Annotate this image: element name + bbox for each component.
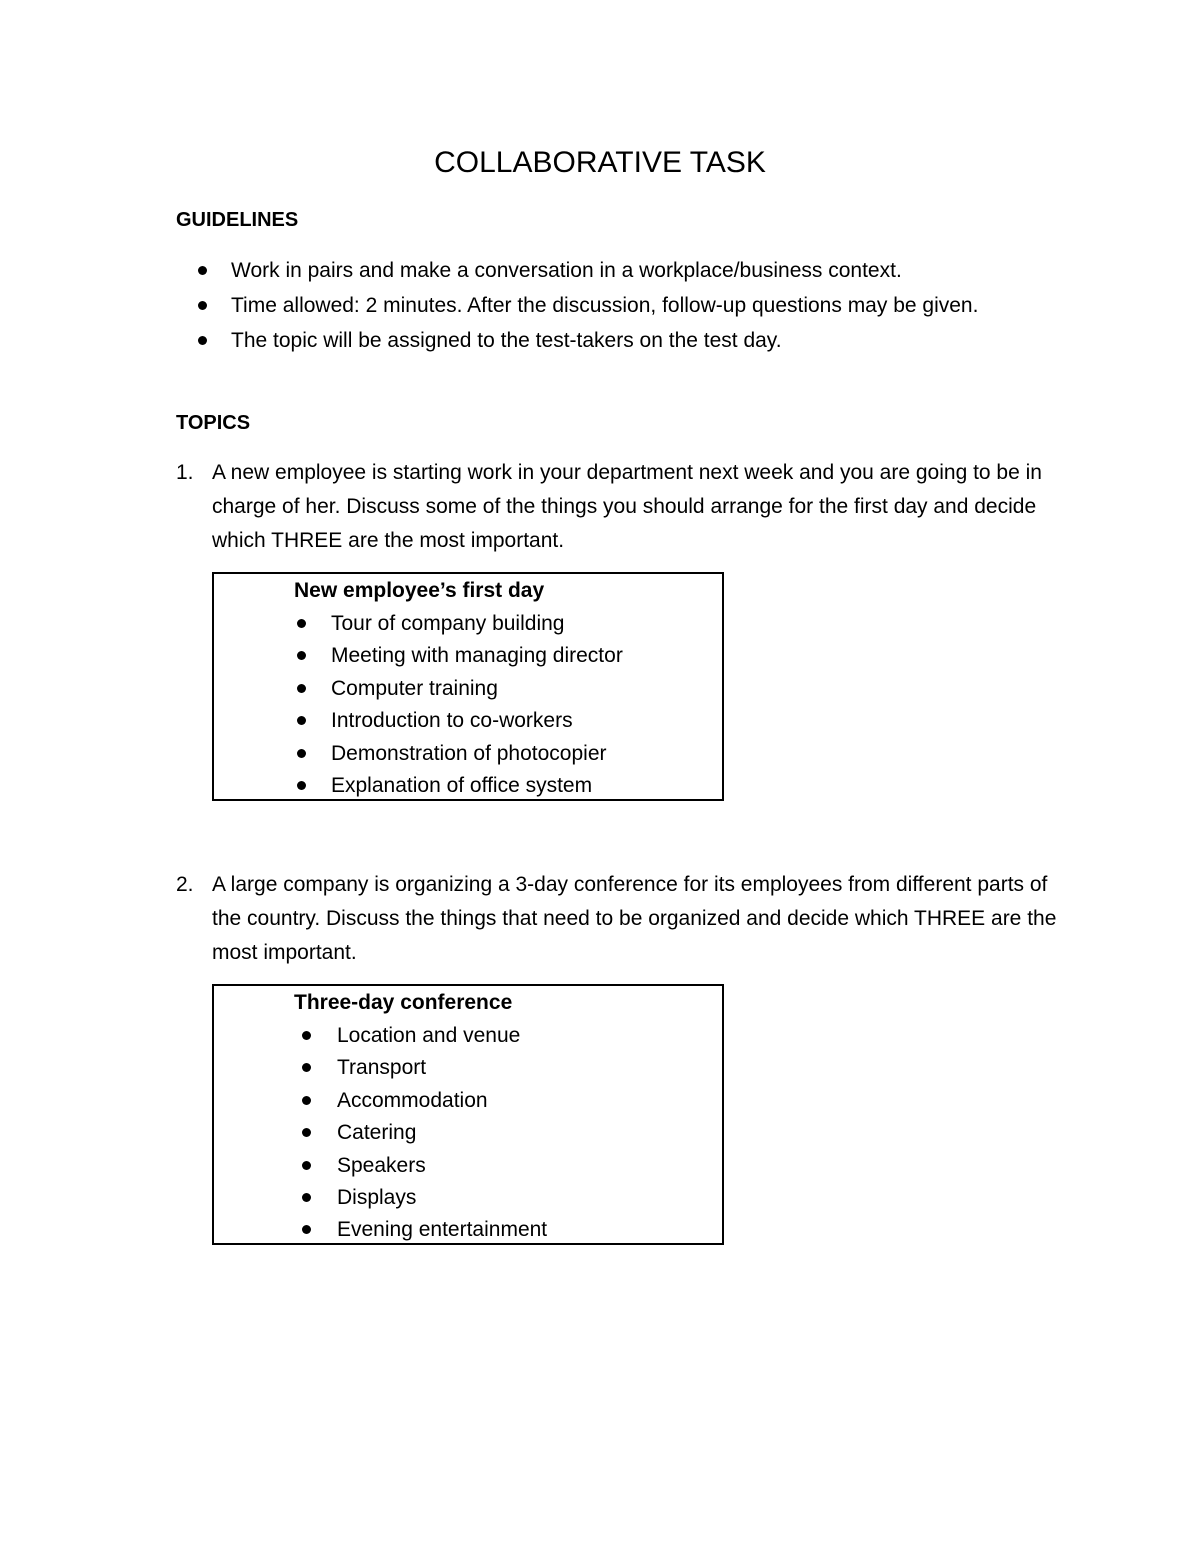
topics-heading: TOPICS xyxy=(176,412,251,434)
bullet-icon xyxy=(297,651,306,660)
box-item-text: Explanation of office system xyxy=(331,774,593,798)
bullet-icon xyxy=(198,266,207,275)
bullet-icon xyxy=(302,1225,311,1234)
topic-box xyxy=(212,984,724,1245)
box-item-text: Location and venue xyxy=(337,1024,521,1047)
box-list-item xyxy=(294,705,623,737)
bullet-icon xyxy=(302,1031,311,1040)
box-list-item xyxy=(294,1085,547,1117)
guideline-item xyxy=(176,323,978,358)
box-item-text: Computer training xyxy=(331,676,498,700)
box-item-text: Speakers xyxy=(337,1153,426,1177)
box-list-item xyxy=(294,1052,547,1084)
bullet-icon xyxy=(302,1193,311,1202)
topic-number: 1. xyxy=(176,461,194,484)
guidelines-heading: GUIDELINES xyxy=(176,209,299,231)
guideline-item xyxy=(176,253,978,288)
box-title: New employee’s first day xyxy=(294,579,545,602)
bullet-icon xyxy=(302,1161,311,1170)
box-list xyxy=(294,1020,547,1247)
bullet-icon xyxy=(297,716,306,725)
bullet-icon xyxy=(302,1063,311,1072)
box-title: Three-day conference xyxy=(294,991,513,1014)
box-list-item xyxy=(294,673,623,705)
box-list xyxy=(294,608,623,802)
topic-text: A large company is organizing a 3-day conference for its employees from different parts of the country. Discuss the things that need to be organized and decide which THREE are the most important. xyxy=(212,873,1057,964)
guideline-text: The topic will be assigned to the test-takers on the test day. xyxy=(231,329,782,352)
topic-number: 2. xyxy=(176,873,194,896)
box-list-item xyxy=(294,1214,547,1246)
bullet-icon xyxy=(297,684,306,693)
bullet-icon xyxy=(297,619,306,628)
box-list-item xyxy=(294,608,623,640)
box-list-item xyxy=(294,738,623,770)
box-list-item xyxy=(294,1182,547,1214)
topic-item xyxy=(176,868,1076,970)
page-title: COLLABORATIVE TASK xyxy=(434,146,766,179)
topic-text: A new employee is starting work in your department next week and you are going to be in charge of her. Discuss some of the things you should arrange for the first day and decide which THREE are the most important. xyxy=(212,461,1042,552)
topic-item xyxy=(176,456,1076,558)
bullet-icon xyxy=(198,336,207,345)
topic-box xyxy=(212,572,724,801)
guidelines-list xyxy=(176,253,978,358)
box-item-text: Evening entertainment xyxy=(337,1218,548,1242)
box-list-item xyxy=(294,770,623,802)
box-item-text: Demonstration of photocopier xyxy=(331,741,607,765)
bullet-icon xyxy=(302,1096,311,1105)
box-item-text: Displays xyxy=(337,1186,417,1210)
bullet-icon xyxy=(198,301,207,310)
box-list-item xyxy=(294,1020,547,1052)
box-item-text: Catering xyxy=(337,1121,417,1145)
bullet-icon xyxy=(302,1128,311,1137)
box-item-text: Transport xyxy=(337,1056,427,1080)
box-list-item xyxy=(294,640,623,672)
box-item-text: Meeting with managing director xyxy=(331,644,623,668)
box-list-item xyxy=(294,1117,547,1149)
guideline-item xyxy=(176,288,978,323)
bullet-icon xyxy=(297,749,306,758)
box-item-text: Tour of company building xyxy=(331,612,565,635)
guideline-text: Time allowed: 2 minutes. After the discussion, follow-up questions may be given. xyxy=(231,294,979,317)
guideline-text: Work in pairs and make a conversation in a workplace/business context. xyxy=(231,259,902,282)
box-item-text: Accommodation xyxy=(337,1088,488,1112)
bullet-icon xyxy=(297,781,306,790)
box-item-text: Introduction to co-workers xyxy=(331,709,573,733)
box-list-item xyxy=(294,1150,547,1182)
